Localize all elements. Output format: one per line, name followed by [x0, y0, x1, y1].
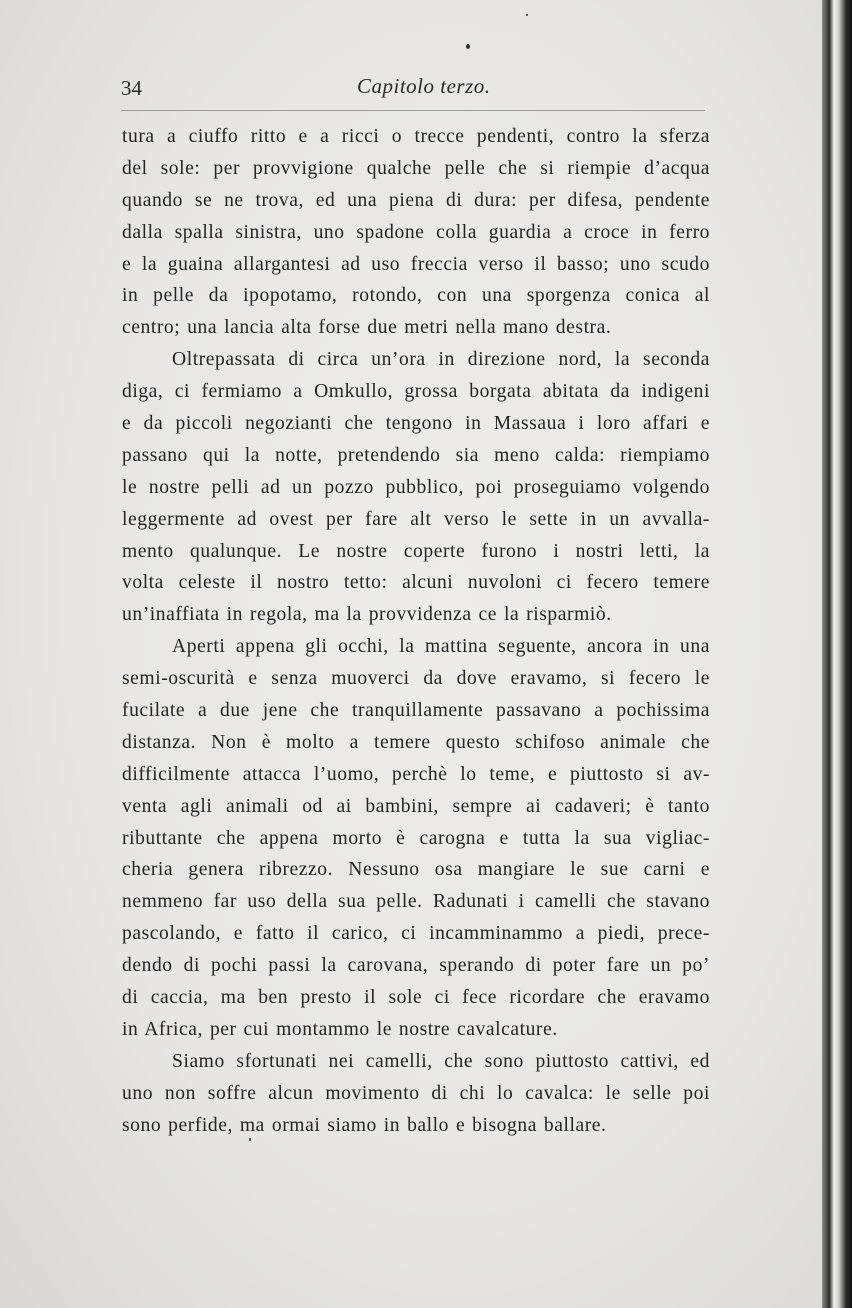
- text-line: e da piccoli negozianti che tengono in Massaua i loro affari e: [122, 413, 710, 435]
- text-line: pascolando, e fatto il carico, ci incamminammo a piedi, prece-: [122, 923, 710, 945]
- book-spine-edge: [822, 0, 852, 1308]
- text-line: fucilate a due jene che tranquillamente passavano a pochissima: [122, 700, 710, 722]
- paragraph: [122, 121, 710, 344]
- paragraph: [122, 1046, 710, 1142]
- text-line: di caccia, ma ben presto il sole ci fece ricordare che eravamo: [122, 987, 710, 1009]
- text-line: semi-oscurità e senza muoverci da dove eravamo, si fecero le: [122, 668, 710, 690]
- text-line: uno non soffre alcun movimento di chi lo cavalca: le selle poi: [122, 1082, 710, 1104]
- text-line: nemmeno far uso della sua pelle. Radunati i camelli che stavano: [122, 891, 710, 913]
- text-line: le nostre pelli ad un pozzo pubblico, poi proseguiamo volgendo: [122, 476, 710, 498]
- body-text: [122, 121, 710, 1142]
- text-line: distanza. Non è molto a temere questo schifoso animale che: [122, 731, 710, 753]
- text-line: leggermente ad ovest per fare alt verso le sette in un avvalla-: [122, 508, 710, 530]
- text-line: centro; una lancia alta forse due metri nella mano destra.: [122, 317, 612, 339]
- text-line: del sole: per provvigione qualche pelle che si riempie d’acqua: [122, 157, 710, 179]
- text-line: mento qualunque. Le nostre coperte furono i nostri letti, la: [122, 540, 710, 562]
- text-line: Siamo sfortunati nei camelli, che sono piuttosto cattivi, ed: [172, 1050, 710, 1072]
- text-line: un’inaffiata in regola, ma la provvidenza ce la risparmiò.: [122, 604, 612, 626]
- page-number: 34: [121, 76, 142, 100]
- text-line: diga, ci fermiamo a Omkullo, grossa borgata abitata da indigeni: [122, 381, 710, 403]
- page-header: [121, 74, 705, 104]
- paragraph: [122, 344, 710, 631]
- text-line: Oltrepassata di circa un’ora in direzione nord, la seconda: [172, 349, 710, 371]
- text-line: quando se ne trova, ed una piena di dura: per difesa, pendente: [122, 189, 710, 211]
- text-line: e la guaina allargantesi ad uso freccia verso il basso; uno scudo: [122, 253, 710, 275]
- paragraph: [122, 631, 710, 1046]
- text-line: difficilmente attacca l’uomo, perchè lo teme, e piuttosto si av-: [122, 763, 710, 785]
- text-line: tura a ciuffo ritto e a ricci o trecce pendenti, contro la sferza: [122, 126, 710, 147]
- ink-speck: [466, 44, 470, 49]
- text-line: dalla spalla sinistra, uno spadone colla guardia a croce in ferro: [122, 221, 710, 243]
- text-line: cheria genera ribrezzo. Nessuno osa mangiare le sue carni e: [122, 859, 710, 881]
- text-line: in pelle da ipopotamo, rotondo, con una sporgenza conica al: [122, 285, 710, 307]
- text-line: sono perfide, ma ormai siamo in ballo e bisogna ballare.: [122, 1114, 607, 1136]
- text-line: dendo di pochi passi la carovana, sperando di poter fare un po’: [122, 955, 710, 977]
- text-line: Aperti appena gli occhi, la mattina seguente, ancora in una: [172, 636, 710, 658]
- text-line: passano qui la notte, pretendendo sia meno calda: riempiamo: [122, 444, 710, 466]
- text-line: volta celeste il nostro tetto: alcuni nuvoloni ci fecero temere: [122, 572, 710, 594]
- text-line: venta agli animali od ai bambini, sempre ai cadaveri; è tanto: [122, 795, 710, 817]
- header-rule: [121, 110, 705, 111]
- text-line: in Africa, per cui montammo le nostre cavalcature.: [122, 1018, 558, 1040]
- text-line: ributtante che appena morto è carogna e tutta la sua vigliac-: [122, 827, 710, 849]
- ink-speck: [526, 14, 528, 16]
- running-head: Capitolo terzo.: [357, 74, 491, 98]
